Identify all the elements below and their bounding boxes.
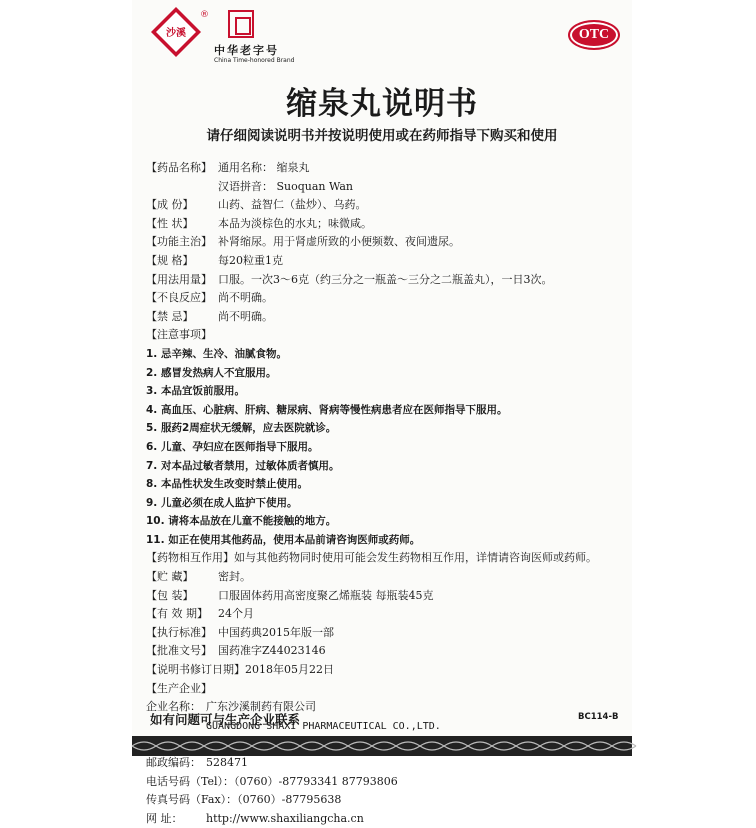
precaution-note: 3. 本品宜饭前服用。: [146, 385, 245, 398]
precaution-note: 4. 高血压、心脏病、肝病、糖尿病、肾病等慢性病患者应在医师指导下服用。: [146, 403, 508, 416]
website-label: 网 址：: [146, 811, 183, 825]
item-label: 【成 份】: [146, 198, 194, 212]
company-label: 企业名称：: [146, 700, 201, 714]
item-row: [146, 159, 626, 178]
fax-row: [146, 791, 626, 810]
item-row: [146, 271, 626, 290]
brand-cn: 中华老字号: [214, 44, 279, 57]
item-value: 口服固体药用高密度聚乙烯瓶装 每瓶装45克: [218, 588, 434, 602]
company-en: GUANGDONG SHAXI PHARMACEUTICAL CO.,LTD.: [206, 720, 441, 732]
postcode-label: 邮政编码：: [146, 756, 201, 769]
otc-badge: OTC: [568, 20, 620, 50]
item-value: 补肾缩尿。用于肾虚所致的小便频数、夜间遗尿。: [218, 235, 460, 249]
item-label: 【性 状】: [146, 216, 194, 230]
precaution-note: 10. 请将本品放在儿童不能接触的地方。: [146, 515, 337, 528]
item-label: 【说明书修订日期】: [146, 663, 245, 677]
item-label: 【规 格】: [146, 253, 194, 267]
item-label: 【用法用量】: [146, 272, 212, 286]
item-value: 尚不明确。: [218, 309, 273, 323]
item-row: [146, 308, 626, 327]
item-value: 尚不明确。: [218, 291, 273, 305]
item-value: 密封。: [218, 570, 251, 584]
precaution-note: 1. 忌辛辣、生冷、油腻食物。: [146, 347, 287, 360]
item-row: [146, 196, 626, 215]
item-label: 【不良反应】: [146, 291, 212, 305]
page-title: 缩泉丸说明书: [286, 86, 478, 122]
postcode-row: [146, 754, 626, 773]
item-label: 【药品名称】: [146, 161, 212, 174]
item-value: 国药准字Z44023146: [218, 644, 326, 658]
precaution-note: 8. 本品性状发生改变时禁止使用。: [146, 478, 308, 491]
leaflet-code: BC114-B: [578, 712, 619, 722]
time-honored-brand-emblem: [228, 10, 254, 38]
item-row: [146, 178, 626, 197]
item-row: [146, 568, 626, 587]
website-value: http://www.shaxiliangcha.cn: [206, 811, 364, 825]
item-row: [146, 215, 626, 234]
item-label: 【禁 忌】: [146, 309, 194, 323]
registered-mark: ®: [200, 10, 209, 20]
bottom-pattern-band: [132, 736, 632, 756]
company-cn: 广东沙溪制药有限公司: [206, 700, 316, 714]
item-row: [146, 680, 626, 699]
item-label: 【贮 藏】: [146, 570, 194, 584]
website-row: [146, 810, 626, 828]
logo-text: 沙溪: [166, 28, 186, 39]
item-label: 【执行标准】: [146, 625, 212, 639]
item-row: [146, 642, 626, 661]
subtitle: 请仔细阅读说明书并按说明使用或在药师指导下购买和使用: [206, 128, 558, 144]
item-value: 通用名称： 缩泉丸: [218, 161, 310, 174]
item-value: 本品为淡棕色的水丸；味微咸。: [218, 216, 372, 230]
precaution-note: 5. 服药2周症状无缓解，应去医院就诊。: [146, 422, 337, 435]
item-value: 山药、益智仁（盐炒）、乌药。: [218, 198, 367, 212]
item-label: 【有 效 期】: [146, 607, 208, 621]
item-value: 24个月: [218, 607, 254, 621]
item-row: [146, 624, 626, 643]
brand-en: China Time-honored Brand: [214, 57, 295, 64]
footer-contact-note: 如有问题可与生产企业联系: [150, 712, 301, 727]
postcode-value: 528471: [206, 756, 248, 769]
item-label: 【批准文号】: [146, 644, 212, 658]
item-row: [146, 587, 626, 606]
item-row: [146, 252, 626, 271]
item-label: 【注意事项】: [146, 328, 212, 342]
item-row: [146, 233, 626, 252]
header: [140, 6, 630, 70]
item-row: [146, 326, 626, 345]
item-row: [146, 661, 626, 680]
precaution-note: 9. 儿童必须在成人监护下使用。: [146, 496, 298, 509]
item-value: 每20粒重1克: [218, 253, 283, 267]
pattern-icon: [132, 736, 632, 756]
item-value: 2018年05月22日: [245, 663, 334, 677]
item-label: 【药物相互作用】: [146, 551, 234, 565]
item-row: [146, 289, 626, 308]
item-value: 汉语拼音： Suoquan Wan: [218, 179, 353, 193]
item-row: [146, 605, 626, 624]
precaution-note: 2. 感冒发热病人不宜服用。: [146, 366, 277, 379]
item-value: 中国药典2015年版一部: [218, 625, 334, 639]
shaxi-logo: [150, 6, 202, 58]
tel-label: 电话号码（Tel）：: [146, 774, 235, 788]
fax-label: 传真号码（Fax）：: [146, 793, 238, 807]
item-label: 【包 装】: [146, 588, 194, 602]
item-value: 如与其他药物同时使用可能会发生药物相互作用，详情请咨询医师或药师。: [234, 551, 597, 565]
precaution-note: 7. 对本品过敏者禁用，过敏体质者慎用。: [146, 459, 340, 472]
tel-value: （0760）-87793341 87793806: [234, 774, 398, 788]
tel-row: [146, 773, 626, 792]
precaution-note: 6. 儿童、孕妇应在医师指导下服用。: [146, 440, 319, 453]
item-row: [146, 549, 626, 568]
item-value: 口服。一次3～6克（约三分之一瓶盖～三分之二瓶盖丸），一日3次。: [218, 272, 553, 286]
item-label: 【生产企业】: [146, 681, 212, 695]
item-label: 【功能主治】: [146, 235, 212, 249]
fax-value: （0760）-87795638: [237, 793, 342, 807]
precaution-note: 11. 如正在使用其他药品，使用本品前请咨询医师或药师。: [146, 533, 421, 546]
